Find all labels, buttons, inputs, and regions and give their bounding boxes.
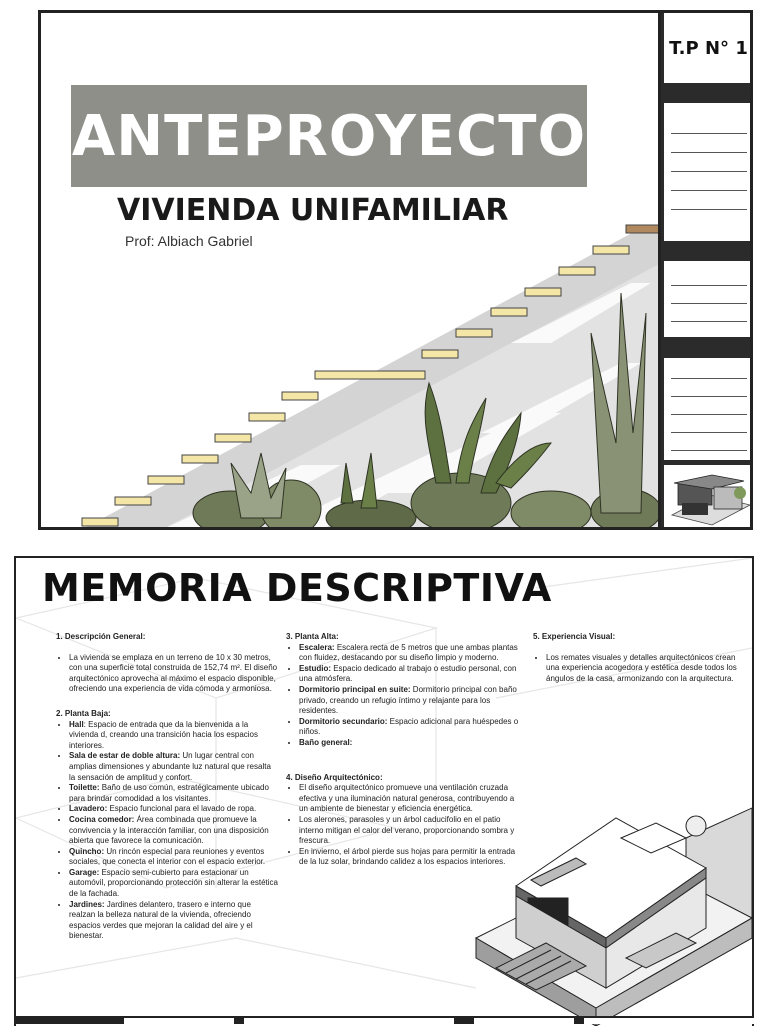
list-item: • La vivienda se emplaza en un terreno de 10 x 30 metros, con una superficie total construida de 152,74 m². El diseño arquitectónico aprovecha al máximo el espacio disponible, ofreciendo una experiencia de vida cómoda y armoniosa.: [69, 653, 278, 695]
title-block-field-2: [664, 261, 753, 337]
list-planta-baja: [56, 720, 278, 942]
cover-subtitle: VIVIENDA UNIFAMILIAR: [117, 193, 509, 228]
list-item: • Toilette: Baño de uso común, estratégicamente ubicado para brindar comodidad a los visitantes.: [69, 783, 278, 804]
list-item: • Los remates visuales y detalles arquitectónicos crean una experiencia acogedora y estética desde todos los ángulos de la casa, armonizando con la arquitectura.: [546, 653, 745, 685]
section-heading-experiencia: 5. Experiencia Visual:: [533, 632, 616, 641]
cover-sheet: [38, 10, 753, 530]
list-item: • Dormitorio secundario: Espacio adicional para huéspedes o niños.: [299, 717, 522, 738]
list-item: • Sala de estar de doble altura: Un lugar central con amplias dimensiones y abundante luz natural que resalta la sensación de amplitud y confort.: [69, 751, 278, 783]
list-item: • Escalera: Escalera recta de 5 metros que une ambas plantas con fluidez, destacando por su diseño limpio y moderno.: [299, 643, 522, 664]
list-planta-alta: [286, 643, 522, 749]
section-heading-diseno: 4. Diseño Arquitectónico:: [286, 772, 383, 782]
memoria-column-1: [56, 632, 278, 942]
memoria-sheet: [14, 556, 754, 1026]
list-item: • Hall: Espacio de entrada que da la bienvenida a la vivienda d, creando una transición hacia los espacios interiores.: [69, 720, 278, 752]
title-block-field-1: [664, 103, 753, 241]
professor-name: Prof: Albiach Gabriel: [125, 233, 253, 249]
section-heading-general: 1. Descripción General:: [56, 632, 146, 641]
list-item: • Jardines: Jardines delantero, trasero e interno que realzan la belleza natural de la vivienda, ofreciendo espacios verdes que mejoran la calidad del aire y el bienestar.: [69, 900, 278, 942]
list-item: • Lavadero: Espacio funcional para el lavado de ropa.: [69, 804, 278, 815]
memoria-column-3: [533, 632, 745, 684]
list-item: • Los alerones, parasoles y un árbol caducifolio en el patio interno mitigan el calor del verano, proporcionando sombra y frescura.: [299, 815, 522, 847]
title-block-field-3: [664, 358, 753, 460]
title-block: [658, 13, 753, 530]
footer-strip: [14, 1016, 754, 1024]
list-experiencia: [533, 653, 745, 685]
house-axonometric: [456, 798, 752, 1026]
memoria-title: MEMORIA DESCRIPTIVA: [42, 566, 552, 610]
list-item: • Cocina comedor: Área combinada que promueve la convivencia y la interacción familiar, con una disposición abierta que favorece la comunicación.: [69, 815, 278, 847]
section-heading-planta-baja: 2. Planta Baja:: [56, 708, 111, 718]
list-item: • Baño general:: [299, 738, 522, 749]
list-general: [56, 653, 278, 695]
list-item: • En invierno, el árbol pierde sus hojas para permitir la entrada de la luz solar, brindando calidez a los espacios interiores.: [299, 847, 522, 868]
list-item: • Estudio: Espacio dedicado al trabajo o estudio personal, con una atmósfera.: [299, 664, 522, 685]
cover-title: ANTEPROYECTO: [71, 85, 587, 187]
list-item: • Garage: Espacio semi-cubierto para estacionar un automóvil, proporcionando protección sin alterar la estética de la fachada.: [69, 868, 278, 900]
tp-number: T.P N° 1: [664, 13, 753, 83]
house-thumbnail: [664, 465, 753, 530]
list-item: • Quincho: Un rincón especial para reuniones y eventos sociales, que conecta el interior con el espacio exterior.: [69, 847, 278, 868]
list-item: • Dormitorio principal en suite: Dormitorio principal con baño privado, creando un refugio íntimo y relajante para los residentes.: [299, 685, 522, 717]
list-item: • El diseño arquitectónico promueve una ventilación cruzada efectiva y una iluminación natural generosa, contribuyendo a un ambiente de bienestar y eficiencia energética.: [299, 783, 522, 815]
section-heading-planta-alta: 3. Planta Alta:: [286, 632, 339, 641]
